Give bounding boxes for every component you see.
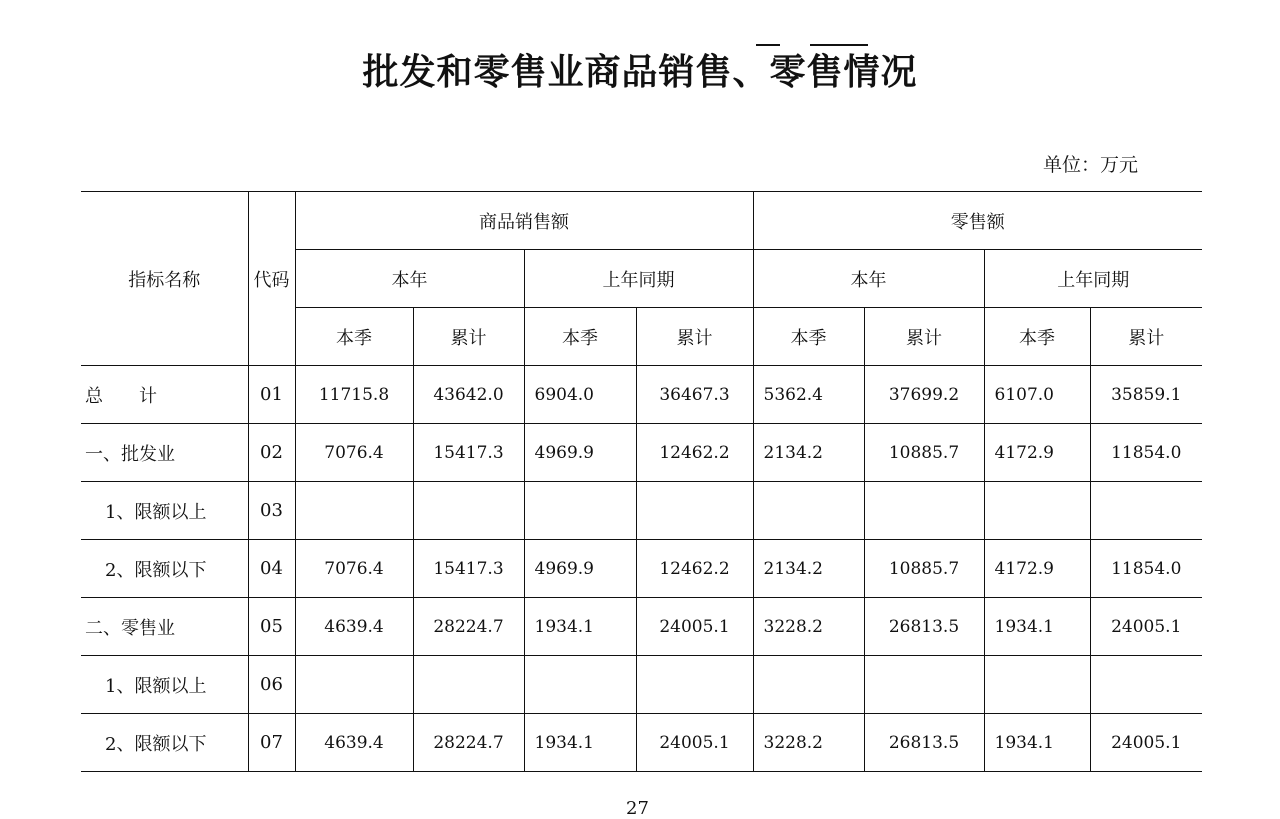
row-name: 二、零售业 [81, 598, 248, 656]
row-name: 一、批发业 [81, 424, 248, 482]
cell-value: 4639.4 [295, 714, 413, 772]
header-quarter: 本季 [753, 308, 864, 366]
cell-value: 11854.0 [1090, 540, 1202, 598]
cell-value: 4969.9 [524, 424, 636, 482]
cell-value: 28224.7 [413, 598, 524, 656]
cell-value [524, 656, 636, 714]
row-name: 1、限额以上 [81, 482, 248, 540]
table-row-wholesale-above-limit [81, 482, 1202, 540]
cell-value: 1934.1 [984, 714, 1090, 772]
cell-value: 35859.1 [1090, 366, 1202, 424]
cell-value: 11854.0 [1090, 424, 1202, 482]
header-cumulative: 累计 [413, 308, 524, 366]
row-code: 06 [248, 656, 295, 714]
report-title: 批发和零售业商品销售、零售情况 [362, 51, 918, 93]
cell-value: 26813.5 [864, 598, 984, 656]
header-indicator-name: 指标名称 [81, 192, 248, 366]
sales-retail-table [81, 191, 1202, 772]
table-row-total [81, 366, 1202, 424]
header-cumulative: 累计 [1090, 308, 1202, 366]
header-sales-amount: 商品销售额 [295, 192, 753, 250]
cell-value [295, 482, 413, 540]
header-retail-amount: 零售额 [753, 192, 1202, 250]
cell-value [295, 656, 413, 714]
cell-value: 11715.8 [295, 366, 413, 424]
cell-value: 2134.2 [753, 540, 864, 598]
cell-value: 6904.0 [524, 366, 636, 424]
header-retail-this-year: 本年 [753, 250, 984, 308]
cell-value: 24005.1 [636, 598, 753, 656]
cell-value: 4969.9 [524, 540, 636, 598]
cell-value [413, 482, 524, 540]
cell-value: 6107.0 [984, 366, 1090, 424]
cell-value: 1934.1 [984, 598, 1090, 656]
row-name: 总 计 [81, 366, 248, 424]
cell-value [413, 656, 524, 714]
cell-value [753, 482, 864, 540]
row-code: 04 [248, 540, 295, 598]
header-sales-this-year: 本年 [295, 250, 524, 308]
cell-value: 4172.9 [984, 540, 1090, 598]
cell-value: 4639.4 [295, 598, 413, 656]
row-name: 2、限额以下 [81, 714, 248, 772]
table-row-retail [81, 598, 1202, 656]
cell-value [636, 482, 753, 540]
row-code: 02 [248, 424, 295, 482]
cell-value: 24005.1 [1090, 598, 1202, 656]
page-number: 27 [626, 798, 649, 819]
cell-value: 26813.5 [864, 714, 984, 772]
table-row-wholesale [81, 424, 1202, 482]
header-quarter: 本季 [295, 308, 413, 366]
row-name: 2、限额以下 [81, 540, 248, 598]
cell-value [524, 482, 636, 540]
cell-value: 1934.1 [524, 714, 636, 772]
cell-value: 12462.2 [636, 424, 753, 482]
row-name: 1、限额以上 [81, 656, 248, 714]
table-row-retail-below-limit [81, 714, 1202, 772]
cell-value [753, 656, 864, 714]
cell-value [1090, 482, 1202, 540]
header-quarter: 本季 [524, 308, 636, 366]
header-cumulative: 累计 [864, 308, 984, 366]
cell-value: 2134.2 [753, 424, 864, 482]
cell-value [636, 656, 753, 714]
cell-value: 5362.4 [753, 366, 864, 424]
cell-value: 15417.3 [413, 424, 524, 482]
row-code: 07 [248, 714, 295, 772]
cell-value: 10885.7 [864, 424, 984, 482]
cell-value: 24005.1 [1090, 714, 1202, 772]
table-row-wholesale-below-limit [81, 540, 1202, 598]
row-code: 01 [248, 366, 295, 424]
cell-value: 36467.3 [636, 366, 753, 424]
table-row-retail-above-limit [81, 656, 1202, 714]
title-overline-mark [810, 44, 868, 46]
cell-value: 28224.7 [413, 714, 524, 772]
header-quarter: 本季 [984, 308, 1090, 366]
header-row-1 [81, 192, 1202, 250]
cell-value: 10885.7 [864, 540, 984, 598]
cell-value: 3228.2 [753, 714, 864, 772]
cell-value: 24005.1 [636, 714, 753, 772]
cell-value [984, 482, 1090, 540]
cell-value: 4172.9 [984, 424, 1090, 482]
cell-value [984, 656, 1090, 714]
cell-value: 12462.2 [636, 540, 753, 598]
cell-value [1090, 656, 1202, 714]
title-overline-mark [756, 44, 780, 46]
header-code: 代码 [248, 192, 295, 366]
cell-value: 43642.0 [413, 366, 524, 424]
row-code: 03 [248, 482, 295, 540]
row-code: 05 [248, 598, 295, 656]
cell-value: 3228.2 [753, 598, 864, 656]
unit-label: 单位：万元 [1043, 154, 1139, 176]
cell-value: 7076.4 [295, 424, 413, 482]
header-sales-last-year-same: 上年同期 [524, 250, 753, 308]
cell-value [864, 482, 984, 540]
cell-value: 1934.1 [524, 598, 636, 656]
header-retail-last-year-same: 上年同期 [984, 250, 1202, 308]
cell-value [864, 656, 984, 714]
cell-value: 37699.2 [864, 366, 984, 424]
cell-value: 15417.3 [413, 540, 524, 598]
header-cumulative: 累计 [636, 308, 753, 366]
cell-value: 7076.4 [295, 540, 413, 598]
